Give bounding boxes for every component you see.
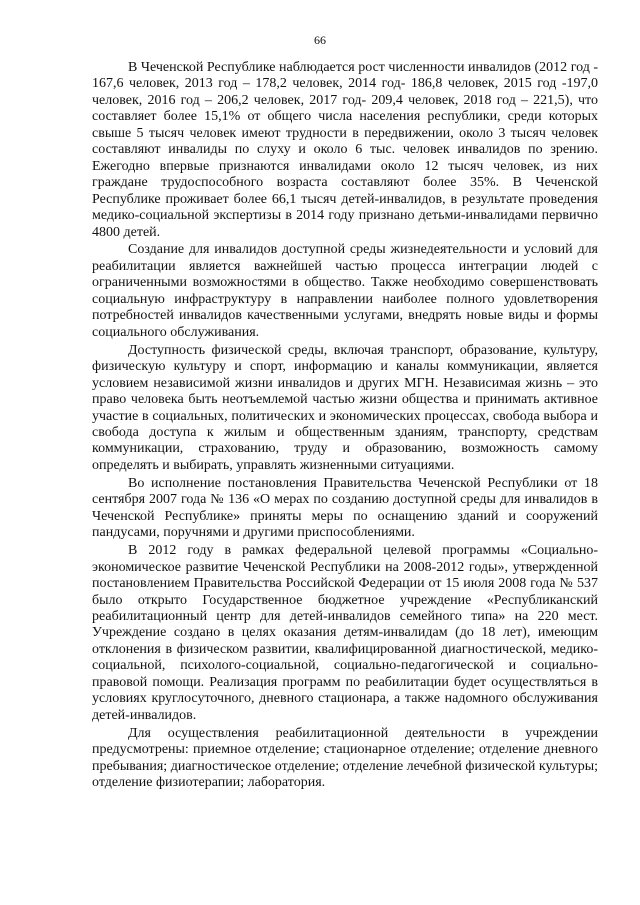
paragraph-center-departments: Для осуществления реабилитационной деятельности в учреждении предусмотрены: приемное отделение; стационарное отделение; отделение дневного пребывания; диагностическое отделение; отделение лечебной физической культуры; отделение физиотерапии; лаборатория. (92, 725, 598, 790)
document-body (92, 60, 598, 793)
page-number: 66 (314, 33, 326, 47)
paragraph-rehabilitation-center: В 2012 году в рамках федеральной целевой программы «Социально-экономическое развитие Чеченской Республики на 2008-2012 годы», утвержденной постановлением Правительства Российской Федерации от 15 июля 2008 года № 537 было открыто Государственное бюджетное учреждение «Республиканский реабилитационный центр для детей-инвалидов семейного типа» на 220 мест. Учреждение создано в целях оказания детям-инвалидам (до 18 лет), имеющим отклонения в физическом развитии, квалифицированной диагностической, медико-социальной, психолого-социальной, социально-педагогической и социально-правовой помощи. Реализация программ по реабилитации будет осуществляться в условиях круглосуточного, дневного стационара, а также надомного обслуживания детей-инвалидов. (92, 543, 598, 723)
paragraph-accessible-environment: Создание для инвалидов доступной среды жизнедеятельности и условий для реабилитации является важнейшей частью процесса интеграции людей с ограниченными возможностями в общество. Также необходимо совершенствовать социальную инфраструктуру в направлении наиболее полного удовлетворения потребностей инвалидов качественными услугами, внедрять новые виды и формы социального обслуживания. (92, 242, 598, 340)
paragraph-disability-statistics: В Чеченской Республике наблюдается рост численности инвалидов (2012 год - 167,6 человек, 2013 год – 178,2 человек, 2014 год- 186,8 человек, 2015 год -197,0 человек, 2016 год – 206,2 человек, 2017 год- 209,4 человек, 2018 год – 221,5), что составляет более 15,1% от общего числа населения республики, среди которых свыше 5 тысяч человек имеют трудности в передвижении, около 3 тысяч человек составляют инвалиды по слуху и около 6 тыс. человек инвалидов по зрению. Ежегодно впервые признаются инвалидами около 12 тысяч человек, из них граждане трудоспособного возраста составляют более 35%. В Чеченской Республике проживает более 66,1 тысяч детей-инвалидов, в результате проведения медико-социальной экспертизы в 2014 году признано детьми-инвалидами первично 4800 детей. (92, 60, 598, 240)
paragraph-physical-accessibility: Доступность физической среды, включая транспорт, образование, культуру, физическую культуру и спорт, информацию и каналы коммуникации, является условием независимой жизни инвалидов и других МГН. Независимая жизнь – это право человека быть неотъемлемой частью жизни общества и принимать активное участие в социальных, политических и экономических процессах, свобода выбора и свобода доступа к жилым и общественным зданиям, транспорту, средствам коммуникации, страхованию, труду и образованию, возможность самому определять и выбирать, управлять жизненными ситуациями. (92, 342, 598, 473)
paragraph-government-resolution: Во исполнение постановления Правительства Чеченской Республики от 18 сентября 2007 года № 136 «О мерах по созданию доступной среды для инвалидов в Чеченской Республике» приняты меры по оснащению зданий и сооружений пандусами, поручнями и другими приспособлениями. (92, 475, 598, 541)
